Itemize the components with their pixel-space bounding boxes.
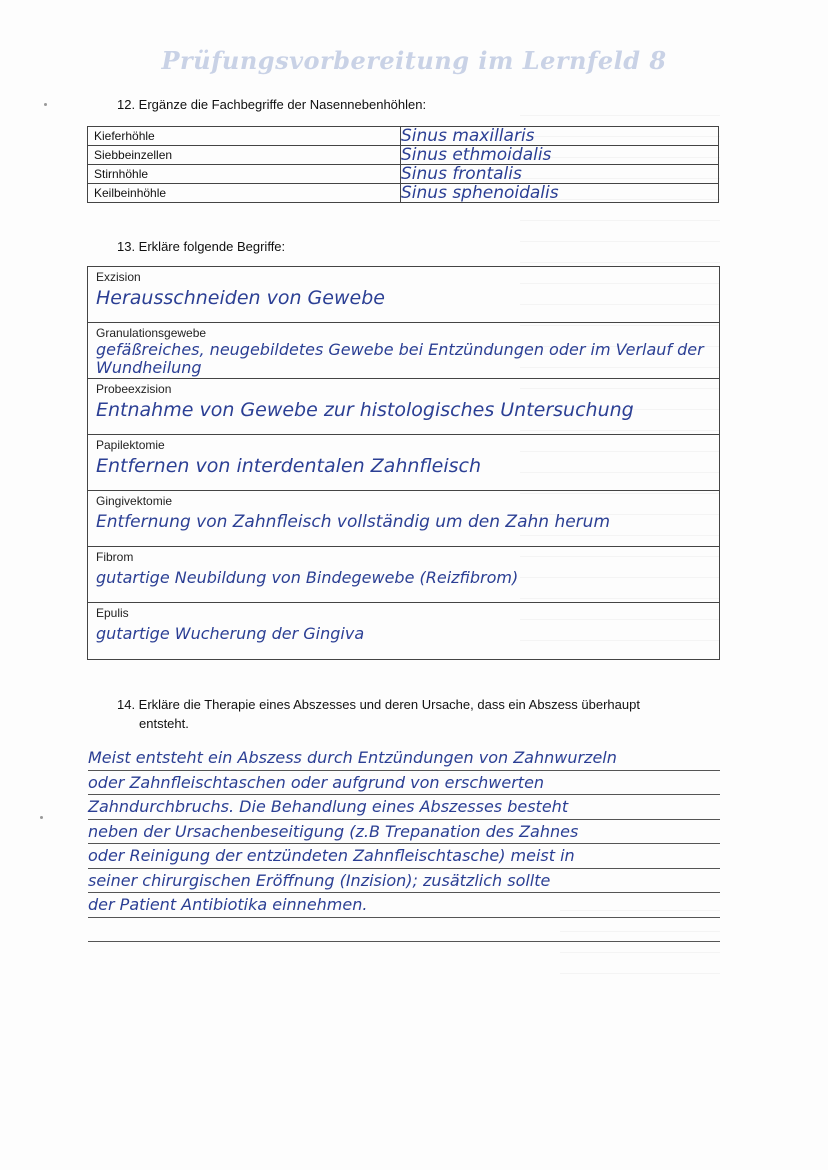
essay-line: Meist entsteht ein Abszess durch Entzündungen von Zahnwurzeln [88,746,720,771]
definition-term: Gingivektomie [96,494,173,508]
page-title: Prüfungsvorbereitung im Lernfeld 8 [161,46,667,75]
definition-row [88,435,719,491]
table-row [88,165,719,184]
essay-line: Zahndurchbruchs. Die Behandlung eines Abszesses besteht [88,795,720,820]
definition-row [88,547,719,603]
definition-term: Exzision [96,270,141,284]
essay-line: oder Reinigung der entzündeten Zahnfleischtasche) meist in [88,844,720,869]
sinus-term: Siebbeinzellen [88,146,401,165]
question-12: 12. Ergänze die Fachbegriffe der Nasennebenhöhlen: [117,97,427,112]
definition-row [88,379,719,435]
essay-line: der Patient Antibiotika einnehmen. [88,893,720,918]
essay-line [88,918,720,943]
definition-term: Probeexzision [96,382,172,396]
table-row [88,184,719,203]
definition-answer: gutartige Neubildung von Bindegewebe (Reizfibrom) [96,568,519,587]
essay-line: seiner chirurgischen Eröffnung (Inzision); zusätzlich sollte [88,869,720,894]
definition-row [88,603,719,659]
margin-speck [44,103,47,106]
definition-answer: Herausschneiden von Gewebe [96,287,385,309]
essay-line: oder Zahnfleischtaschen oder aufgrund von erschwerten [88,771,720,796]
essay-line: neben der Ursachenbeseitigung (z.B Trepanation des Zahnes [88,820,720,845]
definition-term: Epulis [96,606,129,620]
question-14-line-2: entsteht. [139,716,189,731]
definition-answer: Entnahme von Gewebe zur histologisches Untersuchung [96,399,634,421]
definition-term: Fibrom [96,550,134,564]
sinus-term: Stirnhöhle [88,165,401,184]
definition-answer: Entfernen von interdentalen Zahnfleisch [96,455,482,477]
definition-term: Granulationsgewebe [96,326,207,340]
table-row [88,127,719,146]
definition-answer: gefäßreiches, neugebildetes Gewebe bei Entzündungen oder im Verlauf der Wundheilung [96,340,704,377]
definitions-table [87,266,720,660]
sinus-answer: Sinus maxillaris [401,127,719,146]
definition-answer: gutartige Wucherung der Gingiva [96,624,365,643]
question-14-line-1: 14. Erkläre die Therapie eines Abszesses und deren Ursache, dass ein Abszess überhaupt [117,697,640,712]
definition-row [88,267,719,323]
essay-answer [88,746,720,942]
question-13: 13. Erkläre folgende Begriffe: [117,239,286,254]
margin-speck [40,816,43,819]
sinus-answer: Sinus ethmoidalis [401,146,719,165]
sinus-answer: Sinus sphenoidalis [401,184,719,203]
definition-answer: Entfernung von Zahnfleisch vollständig um den Zahn herum [96,512,611,532]
definition-row [88,323,719,379]
sinus-term: Kieferhöhle [88,127,401,146]
sinus-answer: Sinus frontalis [401,165,719,184]
definition-row [88,491,719,547]
table-row [88,146,719,165]
sinus-table [87,126,719,203]
sinus-term: Keilbeinhöhle [88,184,401,203]
definition-term: Papilektomie [96,438,165,452]
